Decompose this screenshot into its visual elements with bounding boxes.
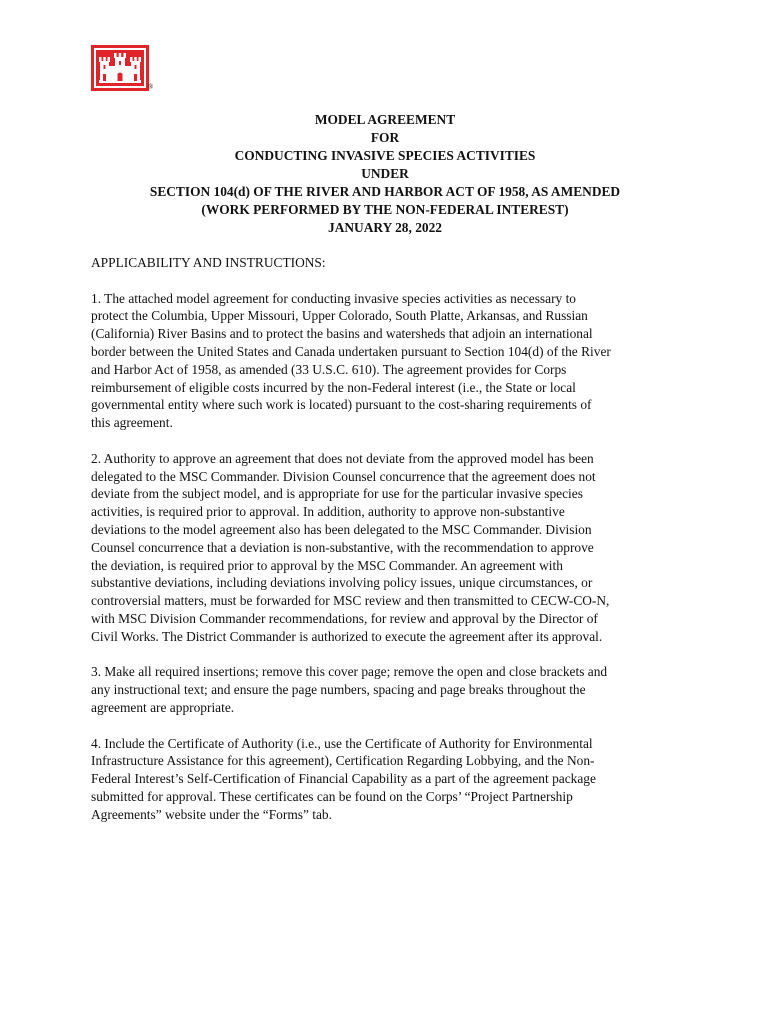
paragraph-line: with MSC Division Commander recommendations, for review and approval by the Director of — [91, 610, 598, 626]
title-line: FOR — [370, 130, 400, 145]
title-line: (WORK PERFORMED BY THE NON-FEDERAL INTEREST) — [201, 202, 569, 217]
paragraph-line: delegated to the MSC Commander. Division Counsel concurrence that the agreement does not — [91, 468, 596, 484]
paragraph-4 — [91, 735, 686, 824]
paragraph-line: border between the United States and Canada undertaken pursuant to Section 104(d) of the River — [91, 343, 611, 359]
paragraph-line: (California) River Basins and to protect the basins and watersheds that adjoin an international — [91, 326, 593, 342]
section-heading — [91, 254, 686, 272]
title-line: SECTION 104(d) OF THE RIVER AND HARBOR ACT OF 1958, AS AMENDED — [149, 184, 621, 199]
paragraph-2 — [91, 450, 686, 646]
paragraph-line: Agreements” website under the “Forms” tab. — [91, 806, 332, 822]
paragraph-line: Federal Interest’s Self-Certification of Financial Capability as a part of the agreement package — [91, 771, 596, 787]
paragraph-line: deviate from the subject model, and is appropriate for use for the particular invasive species — [91, 486, 583, 502]
paragraph-line: substantive deviations, including deviations involving policy issues, unique circumstances, or — [91, 575, 593, 591]
paragraph-line: any instructional text; and ensure the page numbers, spacing and page breaks throughout the — [91, 682, 586, 698]
title-line: CONDUCTING INVASIVE SPECIES ACTIVITIES — [234, 148, 536, 163]
paragraph-line: deviations to the model agreement also has been delegated to the MSC Commander. Division — [91, 521, 592, 537]
section-heading-text: APPLICABILITY AND INSTRUCTIONS: — [91, 255, 326, 270]
paragraph-line: the deviation, is required prior to approval by the MSC Commander. An agreement with — [91, 557, 563, 573]
document-title — [90, 111, 680, 237]
paragraph-line: reimbursement of eligible costs incurred by the non-Federal interest (i.e., the State or local — [91, 379, 576, 395]
document-body — [91, 254, 686, 841]
paragraph-line: this agreement. — [91, 415, 173, 431]
paragraph-line: 1. The attached model agreement for conducting invasive species activities as necessary to — [91, 290, 576, 306]
paragraph-line: Counsel concurrence that a deviation is non-substantive, with the recommendation to approve — [91, 539, 594, 555]
registered-mark: ® — [148, 83, 154, 91]
paragraph-line: submitted for approval. These certificates can be found on the Corps’ “Project Partnership — [91, 788, 573, 804]
paragraph-line: governmental entity where such work is located) pursuant to the cost-sharing requirements of — [91, 397, 592, 413]
paragraph-line: activities, is required prior to approval. In addition, authority to approve non-substantive — [91, 504, 565, 520]
paragraph-line: protect the Columbia, Upper Missouri, Upper Colorado, South Platte, Arkansas, and Russian — [91, 308, 588, 324]
paragraph-line: Civil Works. The District Commander is authorized to execute the agreement after its approval. — [91, 628, 603, 644]
paragraph-line: controversial matters, must be forwarded for MSC review and then transmitted to CECW-CO-N, — [91, 593, 610, 609]
paragraph-3 — [91, 663, 686, 716]
title-line: JANUARY 28, 2022 — [328, 220, 442, 235]
paragraph-1 — [91, 290, 686, 432]
paragraph-line: agreement are appropriate. — [91, 699, 235, 715]
usace-castle-icon — [91, 45, 149, 91]
title-line: MODEL AGREEMENT — [314, 112, 456, 127]
paragraph-line: Infrastructure Assistance for this agreement), Certification Regarding Lobbying, and the Non- — [91, 753, 595, 769]
paragraph-line: 3. Make all required insertions; remove this cover page; remove the open and close brackets and — [91, 664, 608, 680]
paragraph-line: and Harbor Act of 1958, as amended (33 U.S.C. 610). The agreement provides for Corps — [91, 361, 567, 377]
paragraph-line: 4. Include the Certificate of Authority (i.e., use the Certificate of Authority for Environmental — [91, 735, 593, 751]
title-line: UNDER — [361, 166, 409, 181]
paragraph-line: 2. Authority to approve an agreement that does not deviate from the approved model has been — [91, 450, 594, 466]
